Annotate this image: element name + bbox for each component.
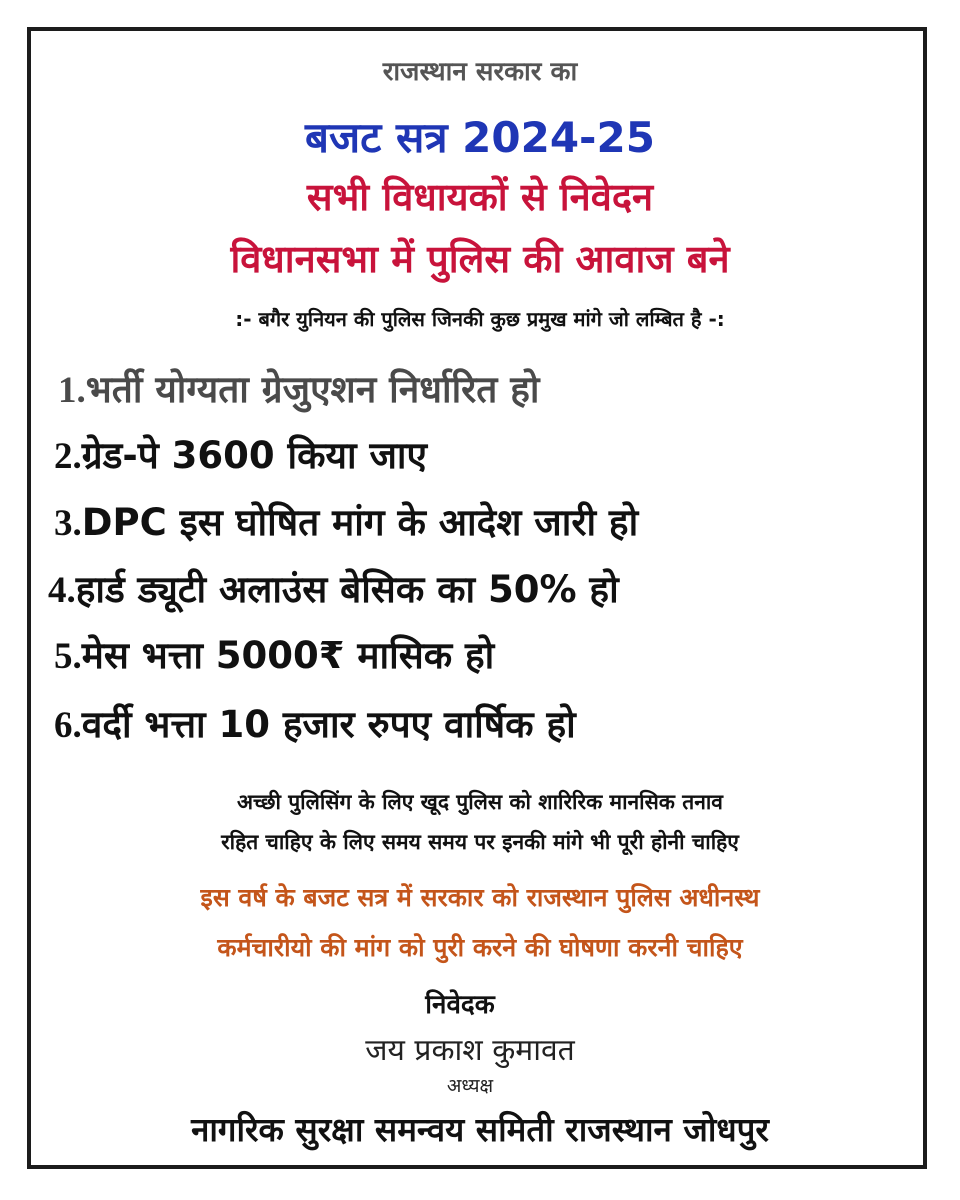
demand-item-4	[48, 562, 619, 613]
header-kicker: राजस्थान सरकार का	[382, 57, 578, 87]
demand-text: भर्ती योग्यता ग्रेजुएशन निर्धारित हो	[85, 368, 540, 411]
applicant-name: जय प्रकाश कुमावत	[365, 1033, 575, 1068]
intro-text: :- बगैर युनियन की पुलिस जिनकी कुछ प्रमुख मांगे जो लम्बित है -:	[235, 307, 725, 331]
appeal-text-line-2: कर्मचारीयो की मांग को पुरी करने की घोषणा करनी चाहिए	[217, 933, 743, 962]
demand-item-3	[54, 495, 638, 546]
applicant-label: निवेदक	[425, 990, 495, 1020]
demand-item-1	[58, 362, 540, 413]
page-title: बजट सत्र 2024-25	[305, 113, 655, 162]
demand-item-5	[54, 628, 494, 679]
demand-number: 2.	[54, 436, 82, 477]
appeal-text-line-1: इस वर्ष के बजट सत्र में सरकार को राजस्थान पुलिस अधीनस्थ	[200, 883, 760, 912]
body-text-line-2: रहित चाहिए के लिए समय समय पर इनकी मांगे भी पूरी होनी चाहिए	[221, 830, 739, 854]
demand-number: 3.	[54, 503, 82, 544]
demand-item-6	[54, 697, 576, 748]
subtitle-appeal: सभी विधायकों से निवेदन	[306, 175, 654, 219]
demand-text: हार्ड ड्यूटी अलाउंस बेसिक का 50% हो	[75, 568, 619, 611]
demand-number: 6.	[54, 705, 82, 746]
demand-text: वर्दी भत्ता 10 हजार रुपए वार्षिक हो	[81, 703, 576, 746]
demand-number: 1.	[58, 370, 86, 411]
demand-number: 5.	[54, 636, 82, 677]
body-text-line-1: अच्छी पुलिसिंग के लिए खूद पुलिस को शारिरिक मानसिक तनाव	[237, 790, 723, 814]
subtitle-call: विधानसभा में पुलिस की आवाज बने	[230, 237, 730, 281]
applicant-role: अध्यक्ष	[446, 1075, 494, 1097]
demand-text: मेस भत्ता 5000₹ मासिक हो	[81, 634, 495, 677]
organization-name: नागरिक सुरक्षा समन्वय समिती राजस्थान जोधपुर	[191, 1110, 769, 1149]
demand-item-2	[54, 428, 427, 479]
demand-number: 4.	[48, 570, 76, 611]
demand-text: ग्रेड-पे 3600 किया जाए	[81, 434, 427, 477]
demand-text: DPC इस घोषित मांग के आदेश जारी हो	[81, 501, 639, 544]
